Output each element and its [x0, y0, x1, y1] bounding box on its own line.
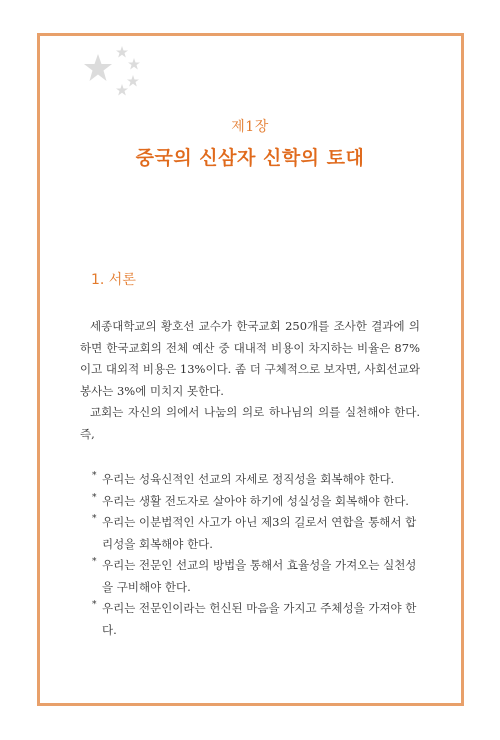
list-item — [80, 491, 420, 513]
star-small-icon — [127, 75, 139, 87]
star-small-icon — [116, 84, 128, 96]
paragraph: 세종대학교의 황호선 교수가 한국교회 250개를 조사한 결과에 의하면 한국교회의 전체 예산 중 대내적 비용이 차지하는 비율은 87%이고 대외적 비용은 13%이다. 좀 더 구체적으로 보자면, 사회선교와 봉사는 3%에 미치지 못한다. — [80, 319, 420, 398]
list-item — [80, 512, 420, 555]
star-cluster-icon — [78, 42, 158, 102]
bullet-mark: * — [92, 492, 97, 503]
bullet-list — [80, 469, 420, 641]
star-large-icon — [84, 54, 112, 81]
star-small-icon — [116, 46, 128, 58]
list-item-text: 우리는 전문인 선교의 방법을 통해서 효율성을 가져오는 실천성을 구비해야 한다. — [102, 558, 417, 594]
body-text — [80, 316, 420, 641]
chapter-number: 제1장 — [231, 119, 269, 135]
list-item-text: 우리는 전문인이라는 헌신된 마음을 가지고 주체성을 가져야 한다. — [102, 601, 417, 637]
bullet-mark: * — [92, 600, 97, 610]
chapter-title: 중국의 신삼자 신학의 토대 — [135, 147, 365, 169]
list-item — [80, 469, 420, 491]
star-small-icon — [128, 58, 140, 70]
bullet-mark: * — [92, 557, 97, 567]
bullet-mark: * — [92, 471, 97, 481]
list-item — [80, 598, 420, 641]
list-item-text: 우리는 이분법적인 사고가 아닌 제3의 길로서 연합을 통해서 합리성을 회복해야 한다. — [102, 515, 417, 551]
list-item — [80, 555, 420, 598]
bullet-mark: * — [92, 514, 97, 524]
paragraph: 교회는 자신의 의에서 나눔의 의로 하나님의 의를 실천해야 한다. 즉, — [80, 405, 420, 441]
section-heading: 1. 서론 — [91, 272, 136, 288]
list-item-text: 우리는 성육신적인 선교의 자세로 정직성을 회복해야 한다. — [102, 472, 395, 486]
list-item-text: 우리는 생활 전도자로 살아야 하기에 성실성을 회복해야 한다. — [102, 493, 409, 508]
